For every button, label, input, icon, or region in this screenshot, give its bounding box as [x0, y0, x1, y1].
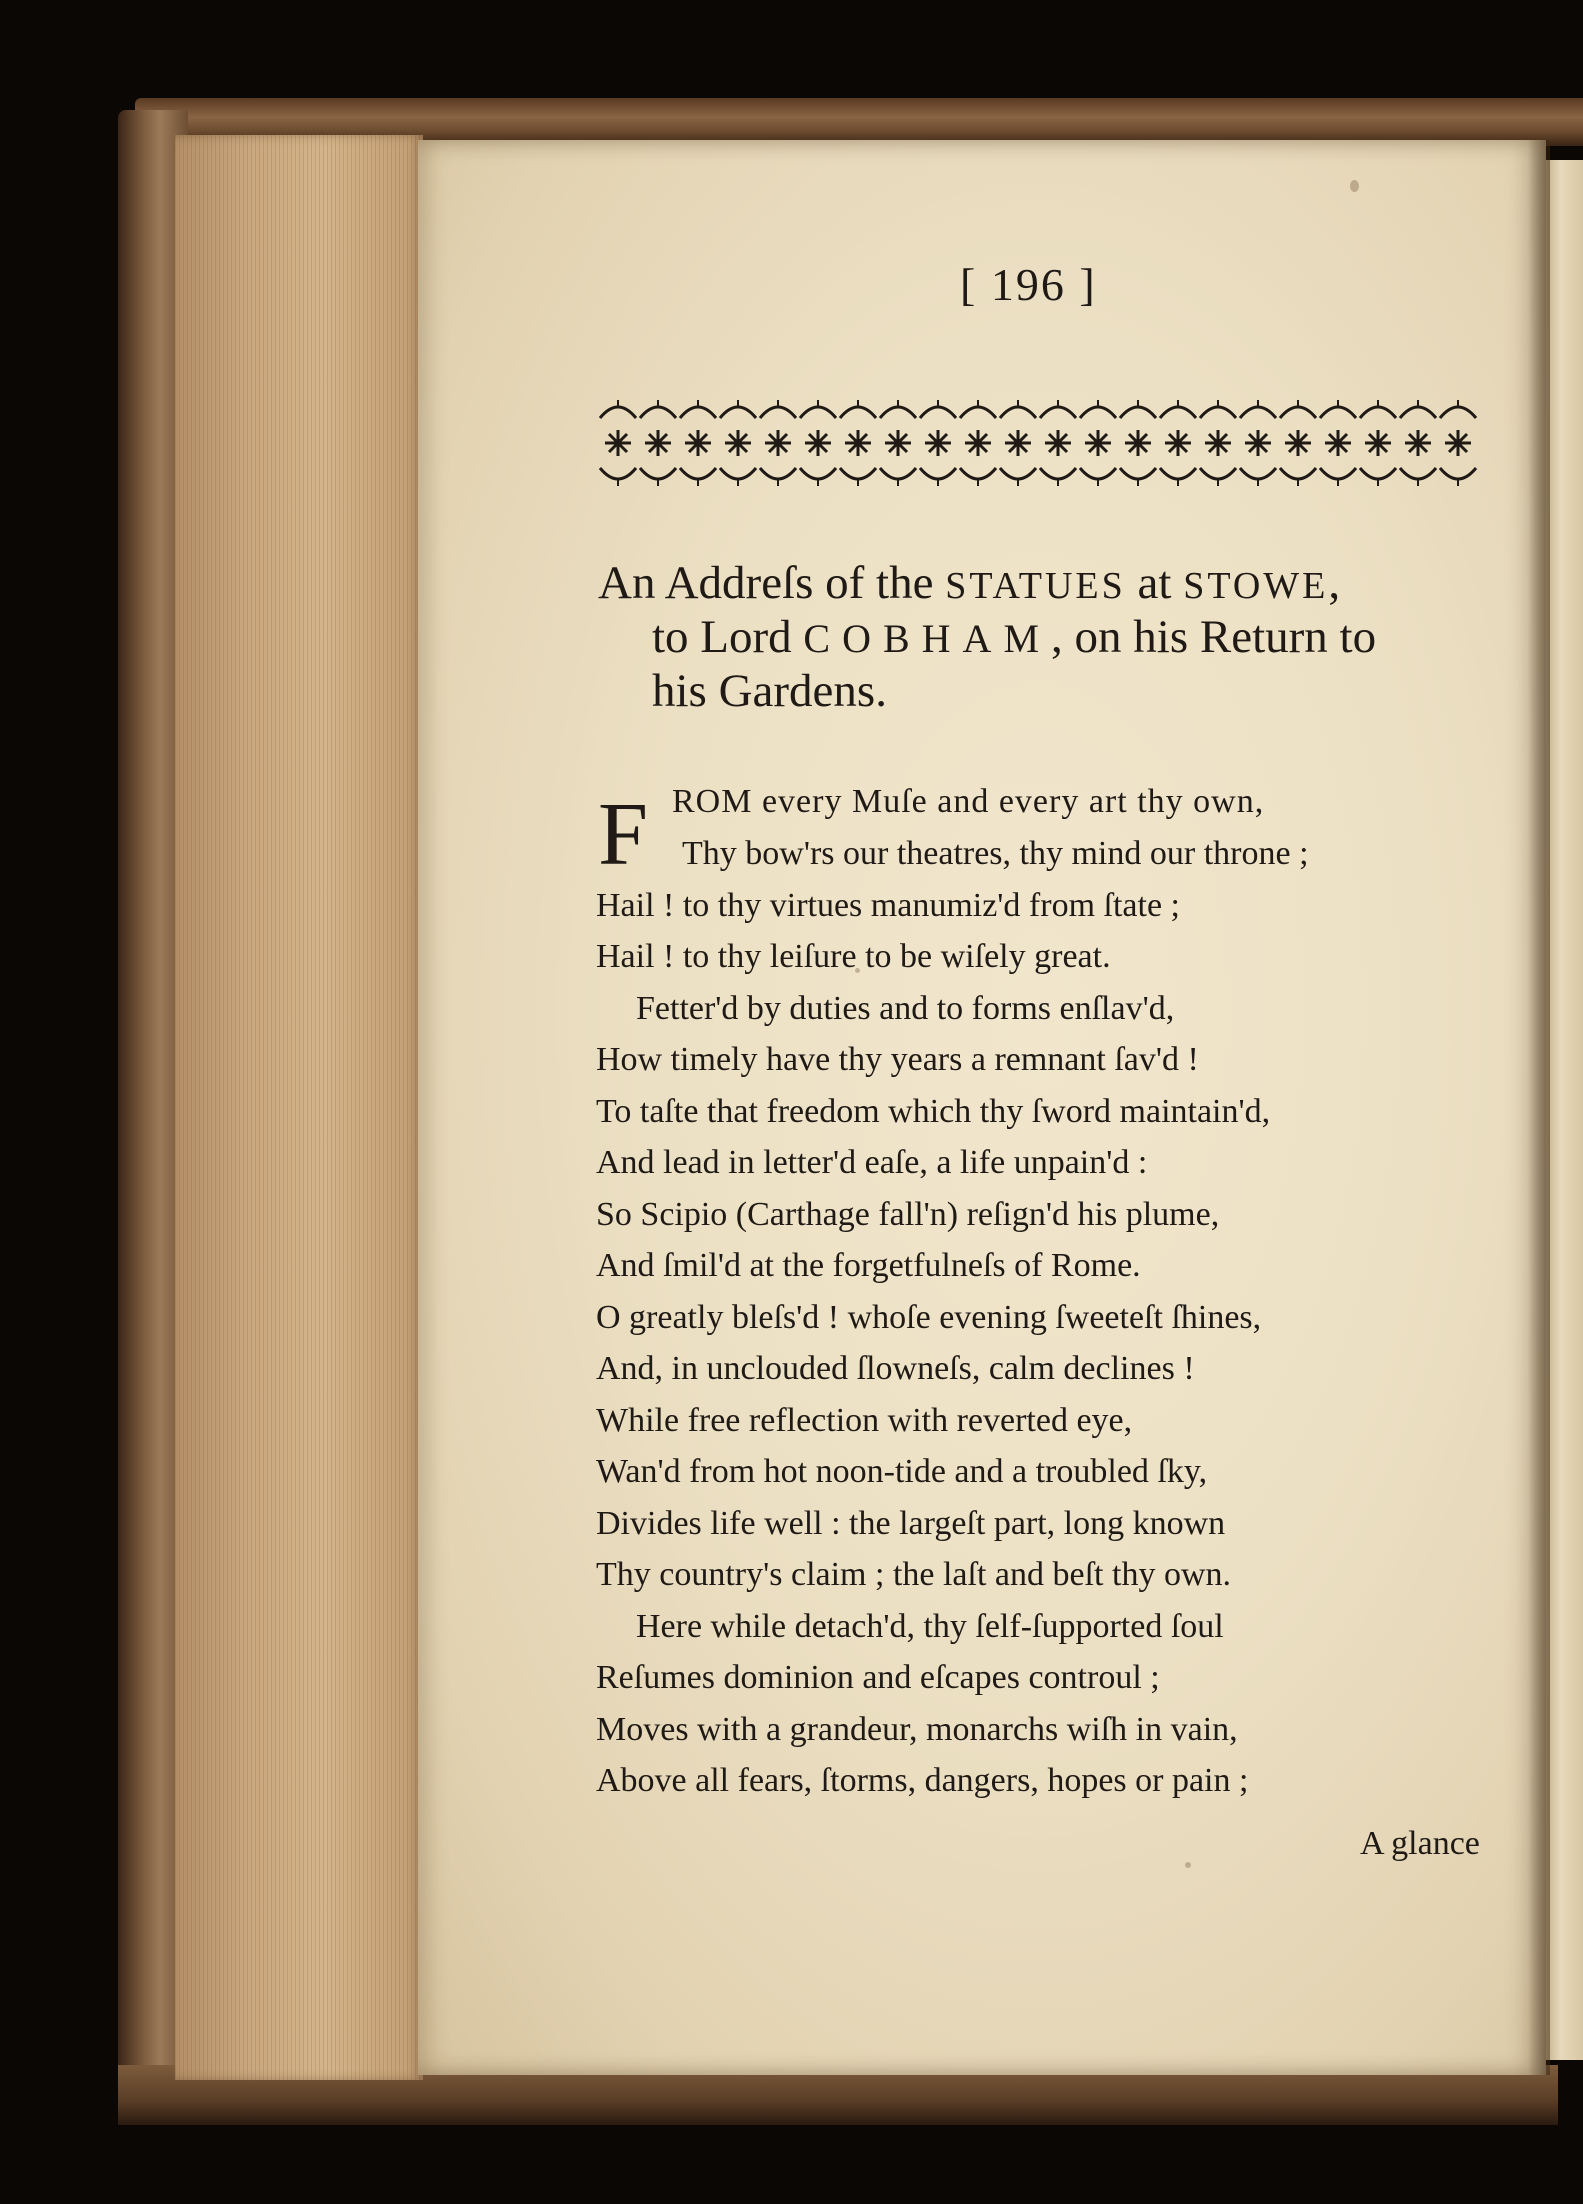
- catchword: A glance: [1360, 1825, 1480, 1862]
- title-text: ,: [1328, 557, 1341, 609]
- poem-line: Divides life well : the largeſt part, long known: [596, 1505, 1226, 1542]
- poem-line: Hail ! to thy leiſure to be wiſely great.: [596, 938, 1111, 975]
- poem-line: Hail ! to thy virtues manumiz'd from ſtate ;: [596, 887, 1180, 924]
- foxing-spot: [1185, 1862, 1191, 1868]
- title-text: to Lord: [652, 611, 804, 663]
- poem-line: How timely have thy years a remnant ſav'd !: [596, 1041, 1199, 1078]
- poem-line: Above all fears, ſtorms, dangers, hopes or pain ;: [596, 1762, 1249, 1799]
- poem-line: And ſmil'd at the forgetfulneſs of Rome.: [596, 1247, 1141, 1284]
- title-text: at: [1125, 557, 1184, 609]
- poem-title-line-3: his Gardens.: [652, 665, 887, 717]
- facing-page-edge: [1546, 160, 1583, 2060]
- page-edges: [175, 135, 423, 2080]
- poem-line: Here while detach'd, thy ſelf-ſupported ſoul: [636, 1608, 1224, 1645]
- poem-line: Thy bow'rs our theatres, thy mind our throne ;: [682, 835, 1309, 872]
- printers-ornament: [598, 388, 1498, 498]
- poem-line: And, in unclouded ſlowneſs, calm declines !: [596, 1350, 1195, 1387]
- poem-line: Thy country's claim ; the laſt and beſt thy own.: [596, 1556, 1231, 1593]
- poem-line: ROM every Muſe and every art thy own,: [672, 783, 1265, 820]
- poem-line: O greatly bleſs'd ! whoſe evening ſweeteſt ſhines,: [596, 1299, 1262, 1336]
- poem-line: Moves with a grandeur, monarchs wiſh in vain,: [596, 1711, 1238, 1748]
- poem-line: So Scipio (Carthage fall'n) reſign'd his plume,: [596, 1196, 1220, 1233]
- poem-line: Reſumes dominion and eſcapes controul ;: [596, 1659, 1160, 1696]
- title-text: , on his Return to: [1051, 611, 1377, 663]
- poem-title-line-1: [598, 555, 1340, 614]
- page-number: [ 196 ]: [960, 259, 1097, 310]
- title-text: An Addreſs of the: [598, 557, 946, 609]
- title-smallcaps-cobham: COBHAM: [803, 616, 1052, 661]
- drop-cap: F: [598, 785, 649, 884]
- poem-line: Fetter'd by duties and to forms enſlav'd,: [636, 990, 1175, 1027]
- gutter-shadow: [1528, 140, 1550, 2075]
- poem-line: Wan'd from hot noon-tide and a troubled ſky,: [596, 1453, 1208, 1490]
- foxing-spot: [1350, 180, 1359, 192]
- poem-line: To taſte that freedom which thy ſword maintain'd,: [596, 1093, 1271, 1130]
- poem-title-line-2: [652, 609, 1376, 667]
- title-smallcaps-stowe: STOWE: [1183, 565, 1329, 607]
- title-smallcaps-statues: STATUES: [945, 565, 1126, 607]
- poem-line: While free reflection with reverted eye,: [596, 1402, 1133, 1439]
- poem-line: And lead in letter'd eaſe, a life unpain'd :: [596, 1144, 1148, 1181]
